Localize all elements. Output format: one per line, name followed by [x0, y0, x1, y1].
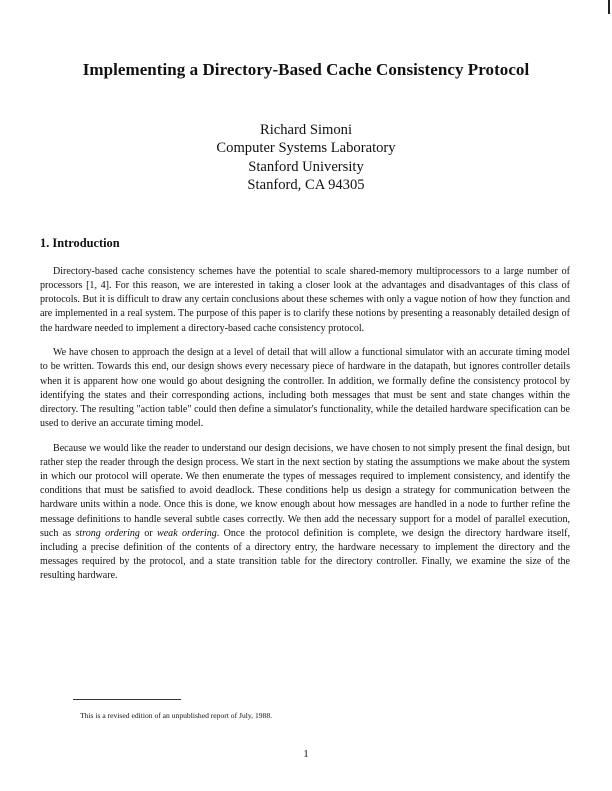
footnote: This is a revised edition of an unpublished report of July, 1988. [80, 711, 273, 720]
paragraph [40, 442, 570, 584]
paragraph-text: Because we would like the reader to understand our design decisions, we have chosen to not simply present the final design, but rather step the reader through the design process. We start in the next section by stating the assumptions we make about the system in which our protocol will operate. We then enumerate the types of messages required to implement consistency, and identify the conditions that must be satisfied to avoid deadlock. These conditions help us design a strategy for communication between the hardware units within a node. Once this is done, we know enough about how messages are handled in a node to further refine the message definitions to handle several subtle cases correctly. We then add the necessary support for a model of parallel execution, such as [40, 442, 570, 539]
author-block [0, 121, 612, 195]
section-heading: 1. Introduction [40, 236, 120, 250]
paragraph-text: . Once the protocol definition is complete, we design the directory hardware itself, including a precise definition of the contents of a directory entry, the hardware necessary to implement the directory and the messages required by the protocol, and a state transition table for the directory controller. Finally, we examine the size of the resulting hardware. [40, 527, 570, 582]
affiliation-line: Stanford University [248, 158, 364, 175]
emphasized-term: strong ordering [75, 527, 140, 539]
emphasized-term: weak ordering [157, 527, 217, 539]
page-number: 1 [303, 748, 309, 760]
footnote-rule [73, 699, 181, 700]
paragraph-text: or [139, 527, 158, 539]
author-name: Richard Simoni [259, 122, 353, 138]
affiliation-line: Stanford, CA 94305 [247, 177, 365, 194]
affiliation-line: Computer Systems Laboratory [216, 140, 396, 157]
paper-title: Implementing a Directory-Based Cache Consistency Protocol [82, 60, 530, 79]
scan-edge-mark [608, 0, 610, 14]
section-body [40, 265, 570, 594]
paragraph: We have chosen to approach the design at a level of detail that will allow a functional simulator with an accurate timing model to be written. Towards this end, our design shows every necessary piece of hardware in the datapath, but ignores controller details when it is apparent how one would go about designing the controller. In addition, we formally define the consistency protocol by identifying the states and their corresponding actions, including both messages that must be sent and state changes within the directory. The resulting "action table" could then define a simulator's functionality, while the detailed hardware specification can be used to derive an accurate timing model. [40, 347, 570, 430]
paragraph: Directory-based cache consistency schemes have the potential to scale shared-memory multiprocessors to a large number of processors [1, 4]. For this reason, we are interested in taking a closer look at the advantages and disadvantages of this class of protocols. But it is difficult to draw any certain conclusions about these schemes with only a vague notion of how they function and are implemented in a real system. The purpose of this paper is to clarify these notions by presenting a reasonably detailed design of the hardware needed to implement a directory-based cache consistency protocol. [40, 266, 570, 334]
